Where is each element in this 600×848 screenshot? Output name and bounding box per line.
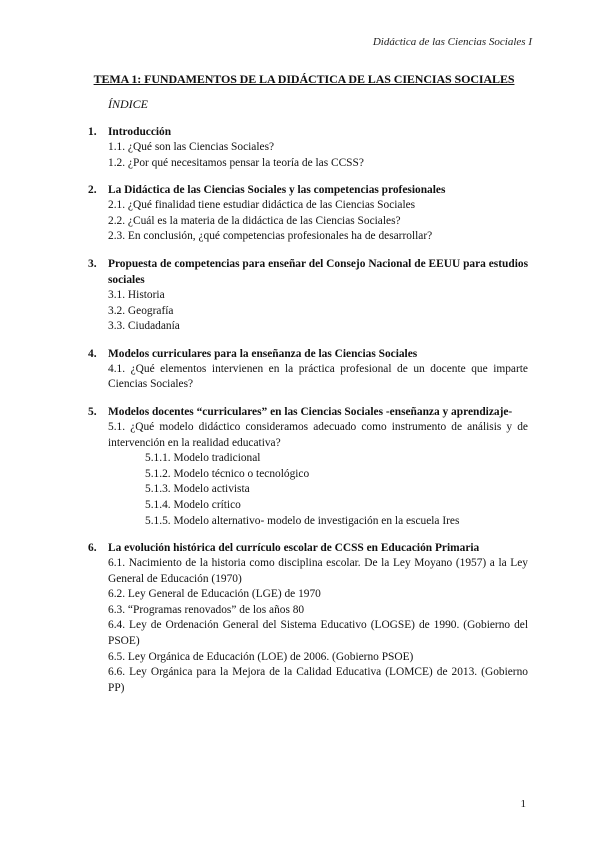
section-number: 3. xyxy=(88,257,97,270)
section-heading xyxy=(88,346,528,362)
toc-section-1 xyxy=(88,124,528,171)
section-title: Modelos curriculares para la enseñanza de las Ciencias Sociales xyxy=(108,347,418,360)
toc-section-6 xyxy=(88,540,528,696)
table-of-contents xyxy=(88,124,528,707)
toc-subitem: 5.1.5. Modelo alternativo- modelo de investigación en la escuela Ires xyxy=(145,514,460,527)
toc-item: 3.2. Geografía xyxy=(108,304,174,317)
document-title: TEMA 1: FUNDAMENTOS DE LA DIDÁCTICA DE LAS CIENCIAS SOCIALES xyxy=(93,72,515,86)
section-number: 5. xyxy=(88,405,97,418)
toc-item: 4.1. ¿Qué elementos intervienen en la práctica profesional de un docente que imparte Ciencias Sociales? xyxy=(108,362,528,391)
section-heading xyxy=(88,124,528,140)
toc-item: 6.3. “Programas renovados” de los años 80 xyxy=(108,603,305,616)
toc-subitem: 5.1.4. Modelo crítico xyxy=(145,498,241,511)
running-header: Didáctica de las Ciencias Sociales I xyxy=(372,36,532,48)
section-number: 6. xyxy=(88,542,97,555)
toc-subitem: 5.1.2. Modelo técnico o tecnológico xyxy=(145,467,310,480)
toc-section-2 xyxy=(88,182,528,245)
toc-item: 2.2. ¿Cuál es la materia de la didáctica de las Ciencias Sociales? xyxy=(108,214,401,227)
section-number: 1. xyxy=(88,126,97,138)
section-title: La Didáctica de las Ciencias Sociales y las competencias profesionales xyxy=(108,184,446,197)
section-title: La evolución histórica del currículo escolar de CCSS en Educación Primaria xyxy=(108,542,480,555)
toc-item: 2.1. ¿Qué finalidad tiene estudiar didáctica de las Ciencias Sociales xyxy=(108,199,416,212)
toc-item: 1.1. ¿Qué son las Ciencias Sociales? xyxy=(108,141,275,153)
section-heading xyxy=(88,182,528,198)
toc-item: 6.2. Ley General de Educación (LGE) de 1970 xyxy=(108,588,321,601)
section-number: 4. xyxy=(88,347,97,360)
toc-item: 3.1. Historia xyxy=(108,288,165,301)
section-title: Modelos docentes “curriculares” en las Ciencias Sociales -enseñanza y aprendizaje- xyxy=(108,405,513,418)
toc-item: 6.5. Ley Orgánica de Educación (LOE) de 2006. (Gobierno PSOE) xyxy=(108,650,414,663)
page-number: 1 xyxy=(520,798,526,810)
toc-item: 6.4. Ley de Ordenación General del Sistema Educativo (LOGSE) de 1990. (Gobierno del PSOE) xyxy=(108,619,528,648)
section-heading xyxy=(88,256,528,288)
toc-subitem: 5.1.1. Modelo tradicional xyxy=(145,452,261,465)
section-title: Propuesta de competencias para enseñar del Consejo Nacional de EEUU para estudios sociales xyxy=(108,257,528,286)
toc-item: 2.3. En conclusión, ¿qué competencias profesionales ha de desarrollar? xyxy=(108,230,433,243)
toc-item: 6.6. Ley Orgánica para la Mejora de la Calidad Educativa (LOMCE) de 2013. (Gobierno PP) xyxy=(108,666,528,694)
toc-section-4 xyxy=(88,346,528,393)
section-title: Introducción xyxy=(108,126,172,138)
section-number: 2. xyxy=(88,184,97,197)
index-label: ÍNDICE xyxy=(108,97,148,111)
toc-section-5 xyxy=(88,404,528,529)
toc-item: 6.1. Nacimiento de la historia como disciplina escolar. De la Ley Moyano (1957) a la Ley General de Educación (1970) xyxy=(108,557,528,585)
toc-section-3 xyxy=(88,256,528,335)
toc-item: 3.3. Ciudadanía xyxy=(108,320,180,333)
toc-item: 1.2. ¿Por qué necesitamos pensar la teoría de las CCSS? xyxy=(108,156,364,169)
toc-item: 5.1. ¿Qué modelo didáctico consideramos adecuado como instrumento de análisis y de intervención en la realidad educativa? xyxy=(108,420,528,449)
section-heading xyxy=(88,404,528,420)
toc-subitem: 5.1.3. Modelo activista xyxy=(145,483,250,496)
section-heading xyxy=(88,540,528,556)
